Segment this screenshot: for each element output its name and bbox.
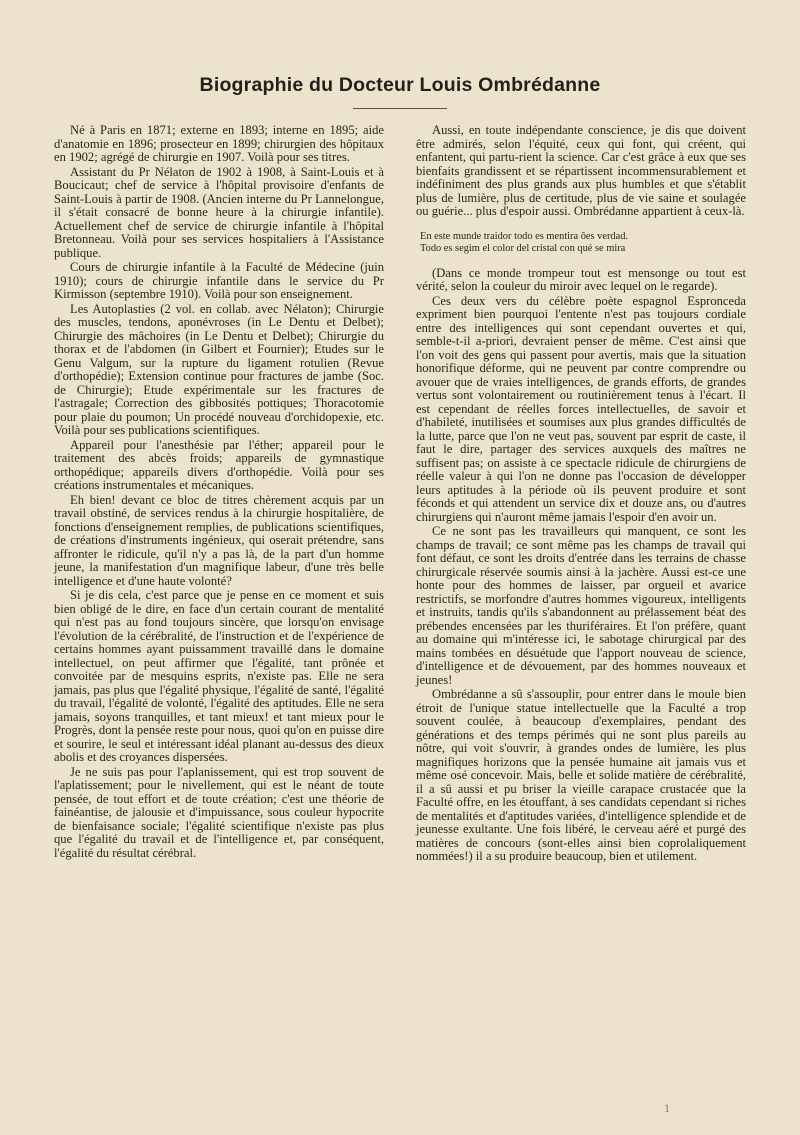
quote-line: En este munde traidor todo es mentira ôes verdad. [420,230,629,242]
right-column [416,124,746,865]
paragraph: Ces deux vers du célèbre poète espagnol Espronceda expriment bien pourquoi l'entente n'est pas toujours cordiale entre des intelligences qui sont cependant ouvertes et qui, semble-t-il a-priori, devraient penser de même. C'est ainsi que l'on voit des gens qui passent pour avertis, mais que la situation honorifique déforme, qui ne peuvent par contre comprendre ou avouer que de vraies intelligences, de grands efforts, de grandes vertus sont volontairement ou routinièrement tenus à l'écart. Il est cependant de réelles forces intellectuelles, de savoir et d'habileté, inutilisées et soumises aux plus grandes difficultés de la lutte, parce que l'on ne veut pas, souvent par esprit de caste, il faut le dire, partager des services auxquels des maîtres ne suffisent pas; on assiste à ce spectacle ridicule de chirurgiens de réelle valeur à qui l'on ne donne pas l'occasion de développer leurs aptitudes à la période où ils peuvent produire et sont féconds et qui attendent un service dix et douze ans, ou d'autres chirurgiens qui n'auront même jamais l'espoir d'en avoir un. [416,293,746,524]
paragraph: Les Autoplasties (2 vol. en collab. avec Nélaton); Chirurgie des muscles, tendons, aponévroses (in Le Dentu et Delbet); Chirurgie des mâchoires (in Le Dentu et Delbet); Chirurgie du thorax et de l'abdomen (in Gilbert et Fournier); Etudes sur le Genu Valgum, sur la rupture du ligament rotulien (Revue d'orthopédie); Extension continue pour fractures de jambe (Soc. de Chirurgie); Etude expérimentale sur les fractures de l'astragale; Correction des gibbosités pottiques; Thoracotomie pour plaie du poumon; Un procédé nouveau d'orchidopexie, etc. Voilà pour ses publications scientifiques. [54,301,384,437]
quote-line: Todo es segim el color del cristal con qué se mira [420,242,626,254]
paragraph: Aussi, en toute indépendante conscience, je dis que doivent être admirés, selon l'équité, ceux qui font, qui créent, qui enfantent, qui partu-rient la science. Car c'est grâce à eux que ses bienfaits grandissent et se répartissent incommensurablement et indéfiniment des plus grands aux plus humbles et que s'établit plus de lumière, plus de certitude, plus de vie saine et soulagée ou guérie... plus d'espoir aussi. Ombrédanne appartient à ceux-là. [416,123,746,218]
paragraph: Ce ne sont pas les travailleurs qui manquent, ce sont les champs de travail; ce sont même pas les champs de travail qui font défaut, ce sont les droits d'entrée dans les terrains de chasse chirurgicale réservée soumis ainsi à la jachère. Aussi est-ce une honte pour des hommes de laisser, par orgueil et avarice restrictifs, se morfondre d'autres hommes vigoureux, intelligents et instruits, tandis qu'ils s'abandonnent au prélassement béat des prébendes encensées par les thuriféraires. Et l'on préfère, quant au domaine qui m'intéresse ici, le sabotage chirurgical par des mains tombées en désuétude que l'apport nouveau de science, d'intelligence et de dévouement, par des hommes nouveaux et jeunes! [416,524,746,687]
left-column [54,124,384,861]
paragraph: Né à Paris en 1871; externe en 1893; interne en 1895; aide d'anatomie en 1896; prosecteur en 1899; chirurgien des hôpitaux en 1902; agrégé de chirurgie en 1907. Voilà pour ses titres. [54,123,384,164]
paragraph: Appareil pour l'anesthésie par l'éther; appareil pour le traitement des abcès froids; appareils de gymnastique orthopédique; appareils divers d'orthopédie. Voilà pour ses créations instrumentales et mécaniques. [54,437,384,492]
title-underline [353,108,447,109]
spanish-quote [420,231,746,255]
paragraph: Eh bien! devant ce bloc de titres chèrement acquis par un travail obstiné, de services rendus à la chirurgie hospitalière, de fonctions d'enseignement remplies, de publications scientifiques, de créations d'instruments ingénieux, qui oserait prétendre, sans affronter le ridicule, qu'il n'y a pas là, de la part d'un homme jeune, la manifestation d'un magnifique labeur, d'une très belle intelligence et d'une haute volonté? [54,492,384,588]
paragraph: Assistant du Pr Nélaton de 1902 à 1908, à Saint-Louis et à Boucicaut; chef de service à l'hôpital provisoire d'enfants de Saint-Louis à partir de 1908. (Ancien interne du Pr Lannelongue, il s'était consacré de bonne heure à la chirurgie infantile). Actuellement chef de service de chirurgie infantile à l'hôpital Bretonneau. Voilà pour ses services hospitaliers à l'Assistance publique. [54,164,384,260]
paragraph: (Dans ce monde trompeur tout est mensonge ou tout est vérité, selon la couleur du miroir avec lequel on le regarde). [416,265,746,293]
paragraph: Cours de chirurgie infantile à la Faculté de Médecine (juin 1910); cours de chirurgie infantile dans le service du Pr Kirmisson (septembre 1910). Voilà pour son enseignement. [54,260,384,301]
page-mark: 1 [664,1104,671,1115]
page-title: Biographie du Docteur Louis Ombrédanne [199,74,601,96]
paragraph: Si je dis cela, c'est parce que je pense en ce moment et suis bien obligé de le dire, en face d'un certain courant de mentalité qui n'est pas au fond toujours sincère, que lorsqu'on envisage l'évolution de la cérébralité, de l'instruction et de l'expérience de certains hommes ayant puissamment travaillé dans le domaine intellectuel, on peut affirmer que l'égalité, tant prônée et convoitée par de mesquins esprits, n'existe pas. Elle ne sera jamais, pas plus que l'égalité physique, l'égalité de santé, l'égalité du travail, l'égalité de volonté, l'égalité des aptitudes. Elle ne sera jamais, soyons tranquilles, et tant mieux! et tant mieux pour le Progrès, dont la pensée reste pour nous, quoi qu'on en puisse dire et sourire, le seul et intéressant idéal planant au-dessus des dieux abolis et des croyances dispersées. [54,588,384,764]
paragraph: Je ne suis pas pour l'aplanissement, qui est trop souvent de l'aplatissement; pour le nivellement, qui est le néant de toute pensée, de tout effort et de toute création; c'est une théorie de fainéantise, de jalousie et d'impuissance, sous couleur hypocrite de bienfaisance sociale; l'égalité scientifique n'existe pas plus que l'égalité du travail et de l'intelligence et, par conséquent, l'égalité du résultat cérébral. [54,764,384,860]
paragraph: Ombrédanne a sû s'assouplir, pour entrer dans le moule bien étroit de l'unique statue intellectuelle que la Faculté a trop souvent coulée, à beaucoup d'exemplaires, pendant des générations et des temps périmés qui ne sont plus pareils au nôtre, qui voit s'ouvrir, à grandes ondes de lumière, les plus magnifiques horizons que la pensée humaine ait jamais vus et même osé concevoir. Mais, belle et solide matière de cérébralité, il a sû aussi et pu briser la vieille carapace crustacée que la Faculté offre, en les étouffant, à ses candidats cependant si riches de mentalités et d'aptitudes variées, d'intelligence splendide et de jeunesse exultante. Une fois libéré, le cerveau aéré et purgé des matières de concours (sont-elles ainsi bien coprolaliquement nommées!) il a su produire beaucoup, bien et utilement. [416,687,746,863]
